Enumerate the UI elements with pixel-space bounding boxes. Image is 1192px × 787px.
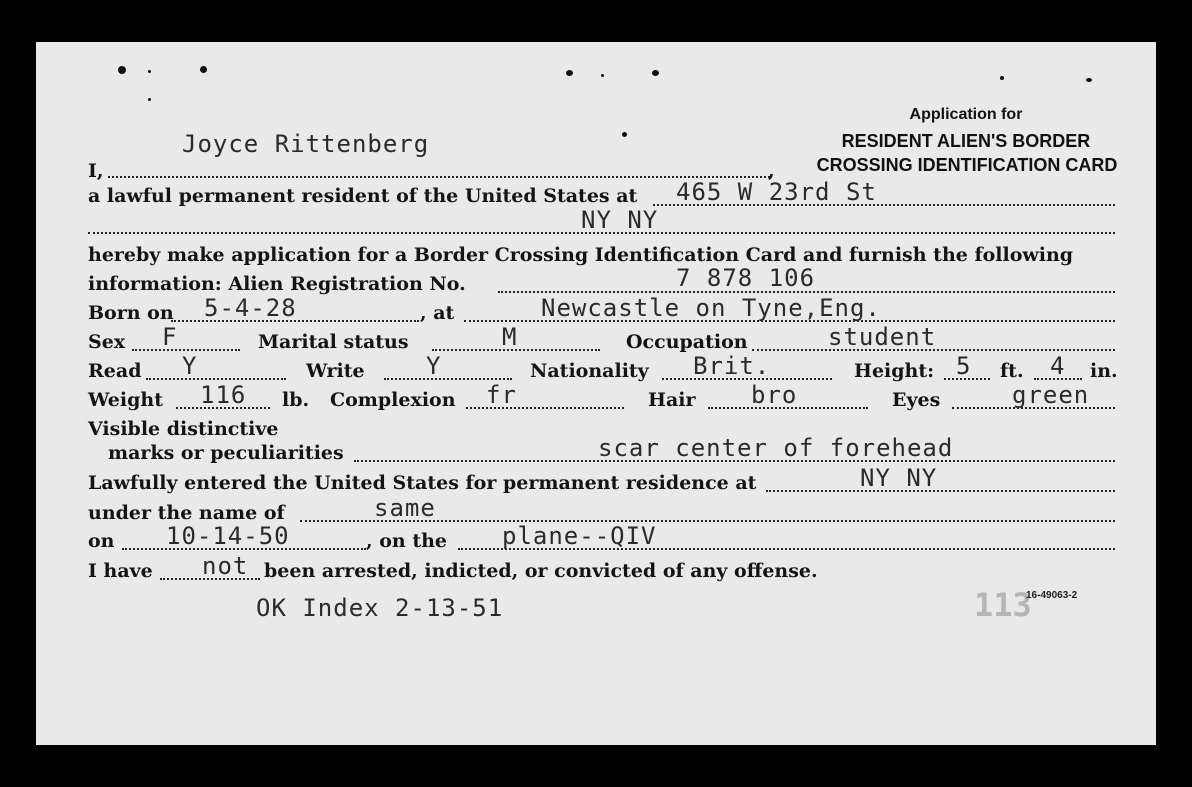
label-sex: Sex [88, 331, 126, 353]
index-note: OK Index 2-13-51 [256, 594, 504, 622]
label-born-on: Born on [88, 302, 174, 324]
read-line [146, 378, 286, 380]
label-write: Write [306, 360, 365, 382]
label-i-have: I have [88, 560, 153, 582]
label-eyes: Eyes [892, 389, 941, 411]
alien-registration-number: 7 878 106 [676, 264, 816, 292]
label-nationality: Nationality [530, 360, 649, 382]
arrested-value: not [202, 552, 249, 580]
label-weight: Weight [88, 389, 163, 411]
entry-place-value: NY NY [860, 464, 938, 492]
applicant-name: Joyce Rittenberg [182, 130, 430, 158]
label-visible-distinctive: Visible distinctive [88, 418, 279, 440]
form-header-line1: Application for [909, 106, 1023, 123]
hair-value: bro [751, 381, 798, 409]
scan-speck [1086, 78, 1092, 82]
name-line [108, 176, 770, 178]
label-complexion: Complexion [330, 389, 456, 411]
identification-card-form [36, 42, 1156, 745]
scan-speck [1000, 76, 1004, 80]
weight-value: 116 [200, 381, 247, 409]
entry-name-value: same [374, 494, 436, 522]
entry-vessel-value: plane--QIV [502, 522, 657, 550]
label-marks-peculiarities: marks or peculiarities [108, 442, 344, 464]
form-header-line3: CROSSING IDENTIFICATION CARD [816, 155, 1118, 175]
scan-speck [652, 70, 659, 76]
complexion-value: fr [486, 381, 517, 409]
label-resident-at: a lawful permanent resident of the United States at [88, 185, 638, 207]
occupation-value: student [828, 323, 937, 351]
address-line2: NY NY [581, 206, 659, 234]
label-alien-registration: information: Alien Registration No. [88, 273, 466, 295]
scan-speck [200, 66, 207, 73]
nationality-value: Brit. [693, 352, 771, 380]
birth-place: Newcastle on Tyne,Eng. [541, 294, 881, 322]
label-height: Height: [854, 360, 935, 382]
label-hereby: hereby make application for a Border Crossing Identification Card and furnish the following [88, 244, 1074, 266]
label-lawfully-entered: Lawfully entered the United States for permanent residence at [88, 472, 757, 494]
scan-speck [622, 132, 627, 137]
label-ft: ft. [1000, 360, 1024, 382]
label-hair: Hair [648, 389, 696, 411]
label-read: Read [88, 360, 142, 382]
label-on: on [88, 530, 115, 552]
label-born-at: , at [420, 302, 455, 324]
label-been-arrested: been arrested, indicted, or convicted of any offense. [264, 560, 818, 582]
label-occupation: Occupation [626, 331, 748, 353]
write-value: Y [426, 352, 442, 380]
address-line1: 465 W 23rd St [676, 178, 877, 206]
entry-place-line [766, 490, 1115, 492]
scan-speck [566, 70, 573, 76]
form-number: 16-49063-2 [1026, 590, 1078, 601]
read-value: Y [182, 352, 198, 380]
eyes-value: green [1012, 381, 1090, 409]
label-in: in. [1090, 360, 1118, 382]
height-in-value: 4 [1050, 352, 1066, 380]
label-i: I, [88, 160, 104, 182]
label-lb: lb. [282, 389, 310, 411]
sex-line [132, 349, 240, 351]
sex-value: F [162, 323, 178, 351]
scan-speck [601, 74, 604, 77]
birth-date: 5-4-28 [204, 294, 297, 322]
label-comma: , [768, 160, 775, 182]
scan-speck [118, 66, 126, 74]
scan-speck [148, 98, 151, 101]
entry-date-value: 10-14-50 [166, 522, 290, 550]
form-header-line2: RESIDENT ALIEN'S BORDER [841, 131, 1091, 151]
distinctive-marks-value: scar center of forehead [598, 434, 954, 462]
write-line [384, 378, 512, 380]
faint-stamp-number: 113 [974, 586, 1032, 624]
scan-speck [148, 70, 151, 73]
label-marital-status: Marital status [258, 331, 409, 353]
label-under-name: under the name of [88, 502, 285, 524]
label-on-the: , on the [366, 530, 448, 552]
height-ft-value: 5 [956, 352, 972, 380]
marital-status-value: M [502, 323, 518, 351]
